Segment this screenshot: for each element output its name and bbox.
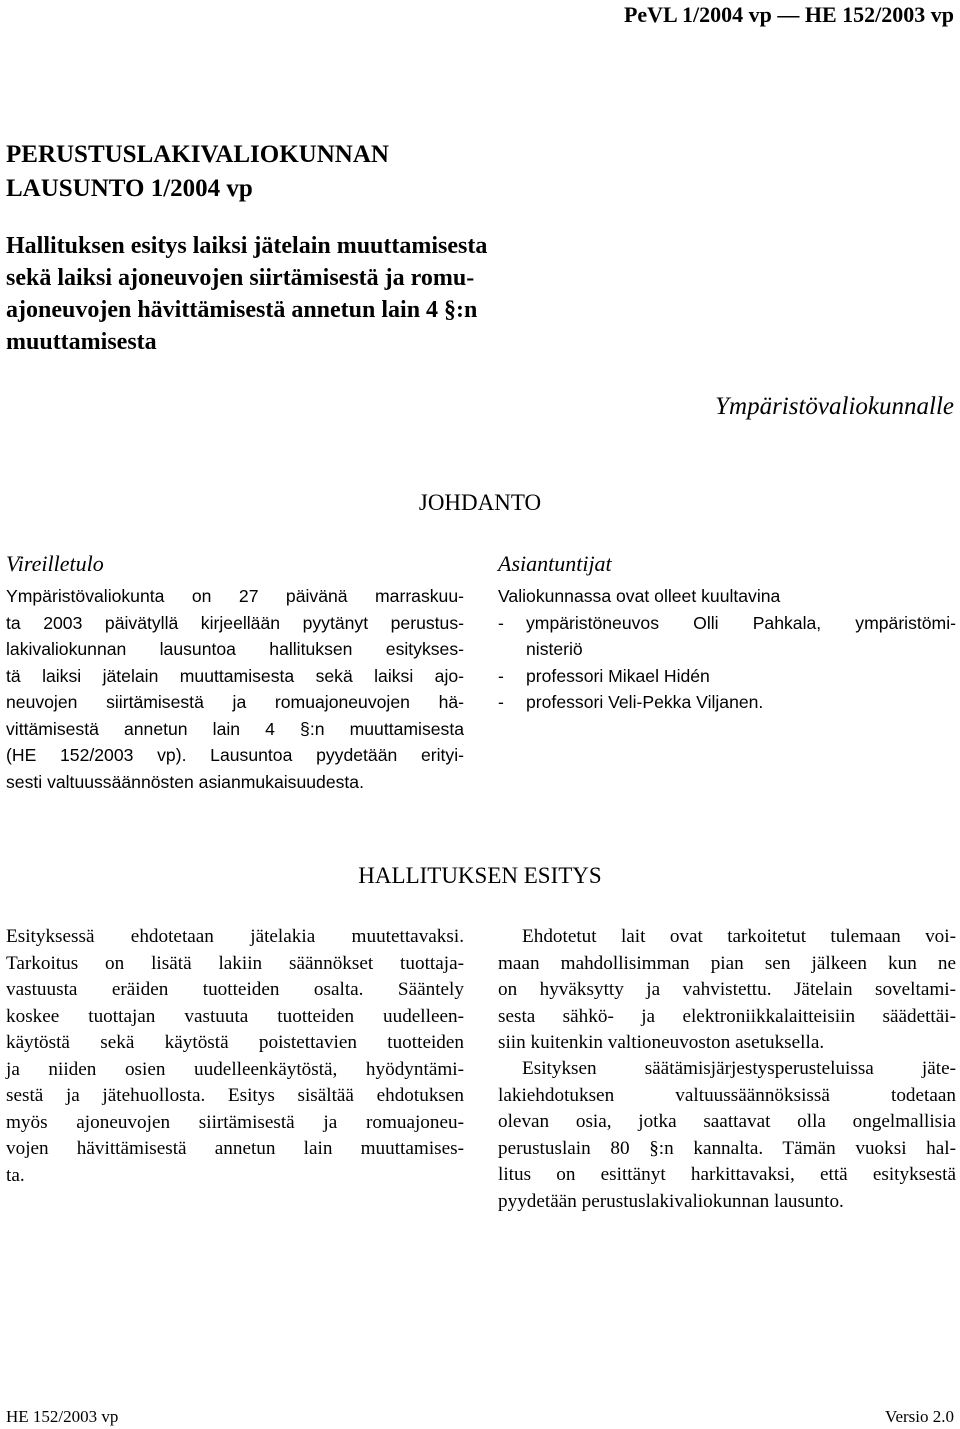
text-line: Valiokunnassa ovat olleet kuultavina xyxy=(498,586,781,606)
esitys-right-paragraph-1 xyxy=(498,924,956,1057)
addressee: Ympäristövaliokunnalle xyxy=(715,393,954,420)
title-line: LAUSUNTO 1/2004 vp xyxy=(6,175,253,202)
text-line: vastuusta eräiden tuotteiden osalta. Sääntely xyxy=(6,979,464,1000)
text-line: vittämisestä annetun lain 4 §:n muuttamisesta xyxy=(6,718,464,739)
subtitle-line: sekä laiksi ajoneuvojen siirtämisestä ja romu- xyxy=(6,265,475,291)
text-line: käytöstä sekä käytöstä poistettavien tuotteiden xyxy=(6,1032,464,1053)
section-heading-johdanto: JOHDANTO xyxy=(418,490,542,515)
text-line: koskee tuottajan vastuuta tuotteiden uudelleen- xyxy=(6,1005,464,1027)
text-line: olevan osia, jotka saattavat olla ongelmallisia xyxy=(498,1111,956,1132)
esitys-left-paragraph xyxy=(6,924,464,1189)
text-line: tä laiksi jätelain muuttamisesta sekä laiksi ajo- xyxy=(6,665,464,686)
text-line: Esityksen säätämisjärjestysperusteluissa jäte- xyxy=(522,1058,956,1079)
subtitle-line: muuttamisesta xyxy=(6,329,157,355)
subtitle-line: Hallituksen esitys laiksi jätelain muuttamisesta xyxy=(6,233,488,259)
text-line: (HE 152/2003 vp). Lausuntoa pyydetään erityi- xyxy=(6,745,464,765)
text-line: ympäristöneuvos Olli Pahkala, ympäristömi- xyxy=(526,612,956,633)
text-line: lakiehdotuksen valtuussäännöksissä todetaan xyxy=(498,1084,956,1106)
text-line: professori Mikael Hidén xyxy=(526,665,710,686)
document-subtitle xyxy=(6,230,487,358)
text-line: sesti valtuussäännösten asianmukaisuudesta. xyxy=(6,771,364,792)
text-line: nisteriö xyxy=(526,639,583,659)
text-line: Ehdotetut lait ovat tarkoitetut tulemaan voi- xyxy=(522,926,956,947)
text-line: Ympäristövaliokunta on 27 päivänä marraskuu- xyxy=(6,586,464,606)
text-line: lakivaliokunnan lausuntoa hallituksen esitykses- xyxy=(6,639,464,659)
document-title xyxy=(6,138,389,206)
text-line: Tarkoitus on lisätä lakiin säännökset tuottaja- xyxy=(6,952,464,974)
text-line: ta. xyxy=(6,1164,25,1186)
vireilletulo-paragraph xyxy=(6,583,464,795)
list-item: - professori Mikael Hidén xyxy=(498,663,956,690)
text-line: sestä ja jätehuollosta. Esitys sisältää ehdotuksen xyxy=(6,1085,464,1106)
footer-document-id: HE 152/2003 vp xyxy=(6,1407,119,1426)
text-line: siin kuitenkin valtioneuvoston asetuksella. xyxy=(498,1032,825,1053)
asiantuntijat-paragraph xyxy=(498,583,956,716)
text-line: Esityksessä ehdotetaan jätelakia muutettavaksi. xyxy=(6,926,464,947)
esitys-right-paragraph-2 xyxy=(498,1056,956,1215)
section-heading-hallituksen-esitys: HALLITUKSEN ESITYS xyxy=(358,863,602,888)
list-item: - professori Veli-Pekka Viljanen. xyxy=(498,689,956,716)
text-line: litus on esittänyt harkittavaksi, että esityksestä xyxy=(498,1164,956,1185)
document-reference: PeVL 1/2004 vp — HE 152/2003 vp xyxy=(623,2,954,27)
text-line: on hyväksytty ja vahvistettu. Jätelain soveltami- xyxy=(498,979,956,1000)
list-item: - ympäristöneuvos Olli Pahkala, ympäristömi- nisteriö xyxy=(498,610,956,663)
text-line: myös ajoneuvojen siirtämisestä ja romuajoneu- xyxy=(6,1111,464,1133)
text-line: sesta sähkö- ja elektroniikkalaitteisiin säädettäi- xyxy=(498,1005,956,1027)
subtitle-line: ajoneuvojen hävittämisestä annetun lain 4 §:n xyxy=(6,297,478,323)
text-line: vojen hävittämisestä annetun lain muuttamises- xyxy=(6,1138,464,1159)
title-line: PERUSTUSLAKIVALIOKUNNAN xyxy=(6,141,389,168)
text-line: ta 2003 päivätyllä kirjeellään pyytänyt perustus- xyxy=(6,612,464,633)
text-line: neuvojen siirtämisestä ja romuajoneuvojen hä- xyxy=(6,692,464,712)
subheading-asiantuntijat: Asiantuntijat xyxy=(498,551,612,576)
subheading-vireilletulo: Vireilletulo xyxy=(6,551,104,576)
text-line: professori Veli-Pekka Viljanen. xyxy=(526,692,764,712)
expert-list xyxy=(498,610,956,716)
footer-version: Versio 2.0 xyxy=(885,1407,954,1426)
text-line: perustuslain 80 §:n kannalta. Tämän vuoksi hal- xyxy=(498,1137,956,1159)
text-line: maan mahdollisimman pian sen jälkeen kun ne xyxy=(498,952,956,974)
text-line: pyydetään perustuslakivaliokunnan lausunto. xyxy=(498,1190,844,1212)
text-line: ja niiden osien uudelleenkäytöstä, hyödyntämi- xyxy=(6,1058,464,1080)
